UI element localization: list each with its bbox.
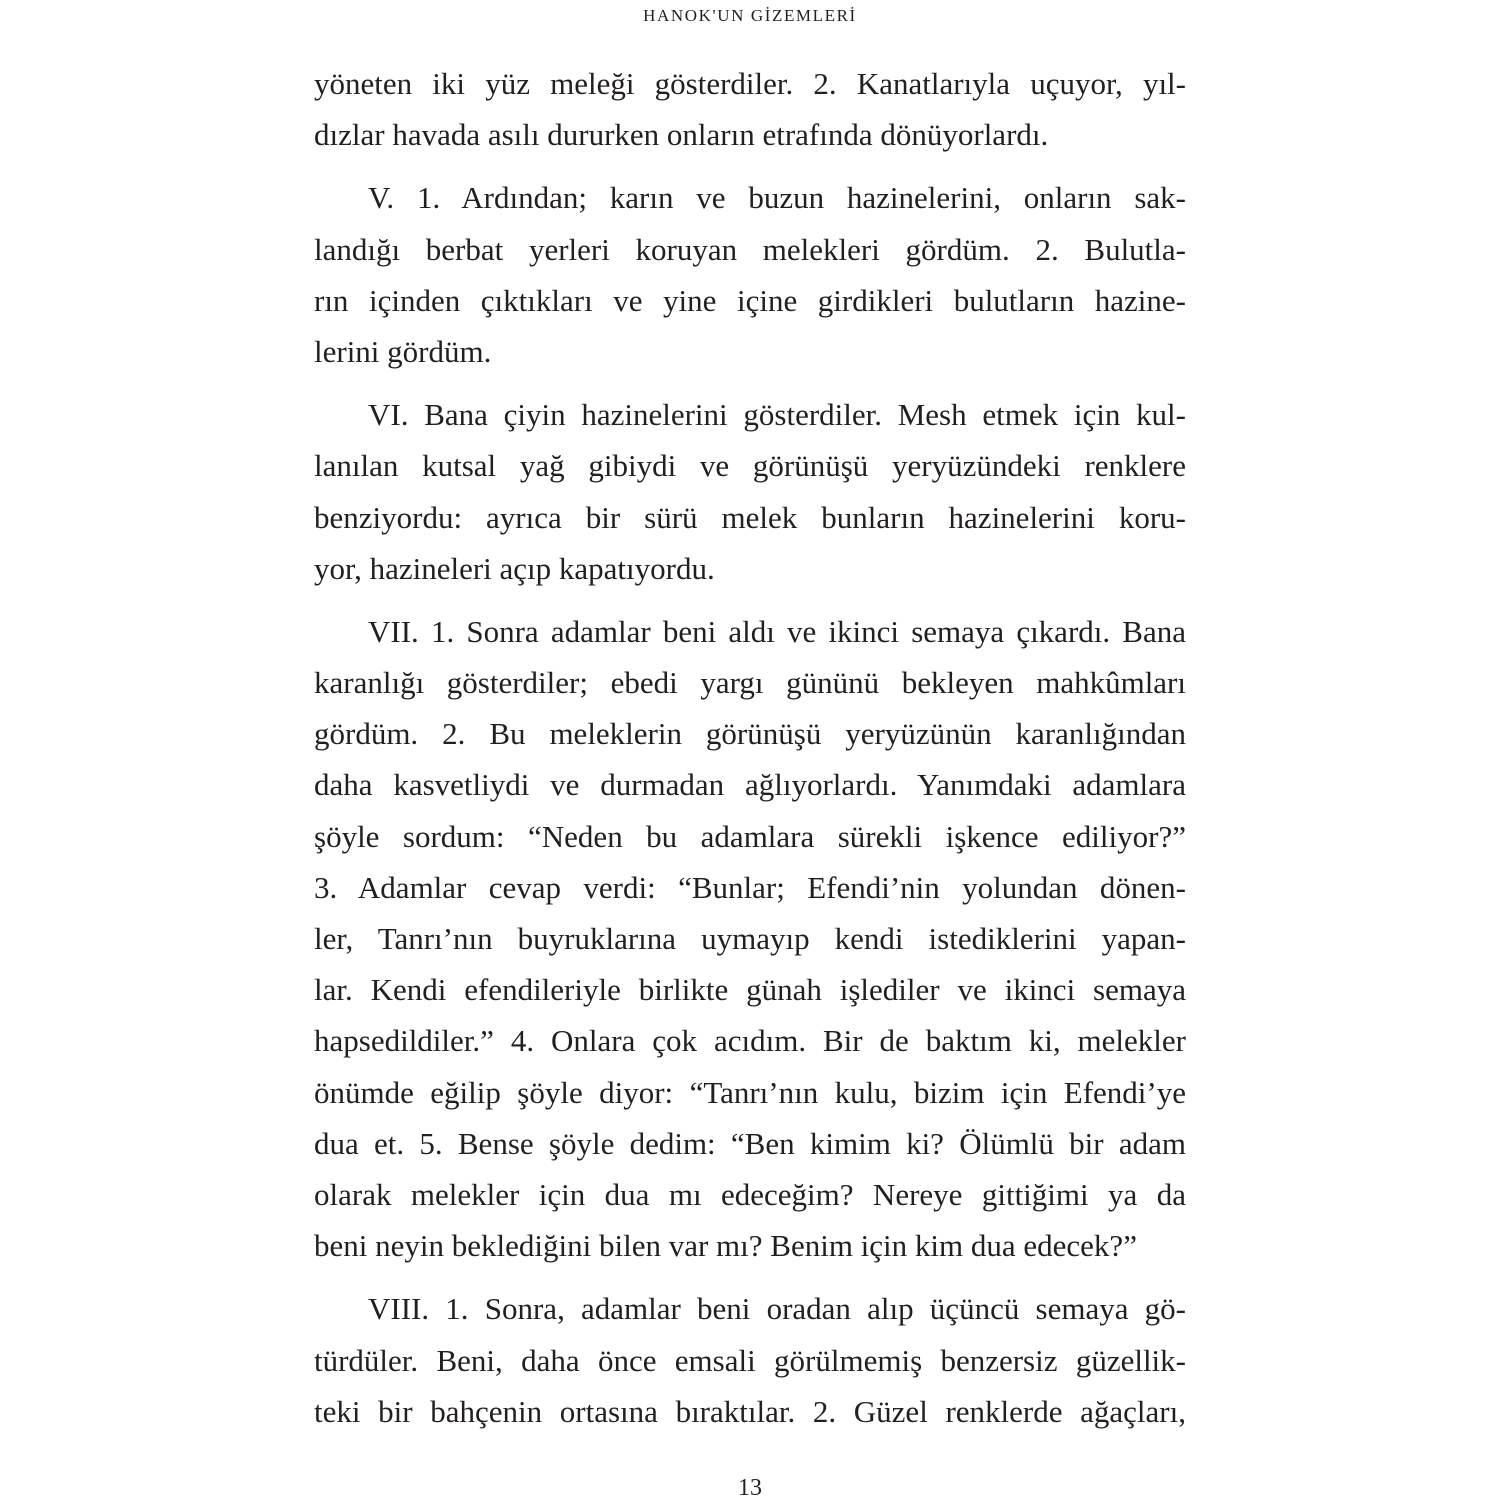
running-head-title: HANOK'UN GİZEMLERİ xyxy=(643,6,857,25)
text-line: yor, hazineleri açıp kapatıyordu. xyxy=(314,550,715,586)
paragraph xyxy=(314,172,1186,377)
text-line: şöyle sordum: “Neden bu adamlara sürekli işkence ediliyor?” xyxy=(314,818,1186,854)
text-line: yöneten iki yüz meleği gösterdiler. 2. Kanatlarıyla uçuyor, yıl- xyxy=(314,66,1186,101)
text-line: ler, Tanrı’nın buyruklarına uymayıp kendi istediklerini yapan- xyxy=(314,921,1186,956)
paragraph xyxy=(314,58,1186,160)
text-line: V. 1. Ardından; karın ve buzun hazinelerini, onların sak- xyxy=(368,180,1186,216)
text-line: dızlar havada asılı dururken onların etrafında dönüyorlardı. xyxy=(314,117,1049,153)
text-line: gördüm. 2. Bu meleklerin görünüşü yeryüzünün karanlığından xyxy=(314,716,1186,752)
text-line: daha kasvetliydi ve durmadan ağlıyorlardı. Yanımdaki adamlara xyxy=(314,767,1186,803)
paragraph xyxy=(314,1283,1186,1437)
text-line: VII. 1. Sonra adamlar beni aldı ve ikinci semaya çıkardı. Bana xyxy=(368,613,1186,649)
text-line: teki bir bahçenin ortasına bıraktılar. 2. Güzel renklerde ağaçları, xyxy=(314,1393,1186,1429)
text-line: olarak melekler için dua mı edeceğim? Nereye gittiğimi ya da xyxy=(314,1176,1186,1212)
text-line: lanılan kutsal yağ gibiydi ve görünüşü yeryüzündeki renklere xyxy=(314,448,1186,484)
paragraph xyxy=(314,389,1186,594)
text-line: hapsedildiler.” 4. Onlara çok acıdım. Bir de baktım ki, melekler xyxy=(314,1023,1186,1059)
text-line: dua et. 5. Bense şöyle dedim: “Ben kimim ki? Ölümlü bir adam xyxy=(314,1125,1186,1161)
text-line: önümde eğilip şöyle diyor: “Tanrı’nın kulu, bizim için Efendi’ye xyxy=(314,1074,1186,1110)
paragraph xyxy=(314,606,1186,1271)
text-line: beni neyin beklediğini bilen var mı? Benim için kim dua edecek?” xyxy=(314,1228,1137,1264)
text-line: lar. Kendi efendileriyle birlikte günah işlediler ve ikinci semaya xyxy=(314,972,1186,1008)
text-line: VI. Bana çiyin hazinelerini gösterdiler. Mesh etmek için kul- xyxy=(368,397,1186,433)
body-text xyxy=(314,58,1186,1449)
page-number: 13 xyxy=(738,1475,762,1501)
text-line: rın içinden çıktıkları ve yine içine girdikleri bulutların hazine- xyxy=(314,282,1186,318)
text-line: karanlığı gösterdiler; ebedi yargı gününü bekleyen mahkûmları xyxy=(314,665,1186,701)
text-line: türdüler. Beni, daha önce emsali görülmemiş benzersiz güzellik- xyxy=(314,1342,1186,1378)
text-line: 3. Adamlar cevap verdi: “Bunlar; Efendi’nin yolundan dönen- xyxy=(314,869,1186,905)
text-line: landığı berbat yerleri koruyan melekleri gördüm. 2. Bulutla- xyxy=(314,231,1186,267)
text-line: VIII. 1. Sonra, adamlar beni oradan alıp üçüncü semaya gö- xyxy=(368,1291,1186,1327)
text-line: lerini gördüm. xyxy=(314,333,492,369)
text-line: benziyordu: ayrıca bir sürü melek bunların hazinelerini koru- xyxy=(314,499,1186,535)
